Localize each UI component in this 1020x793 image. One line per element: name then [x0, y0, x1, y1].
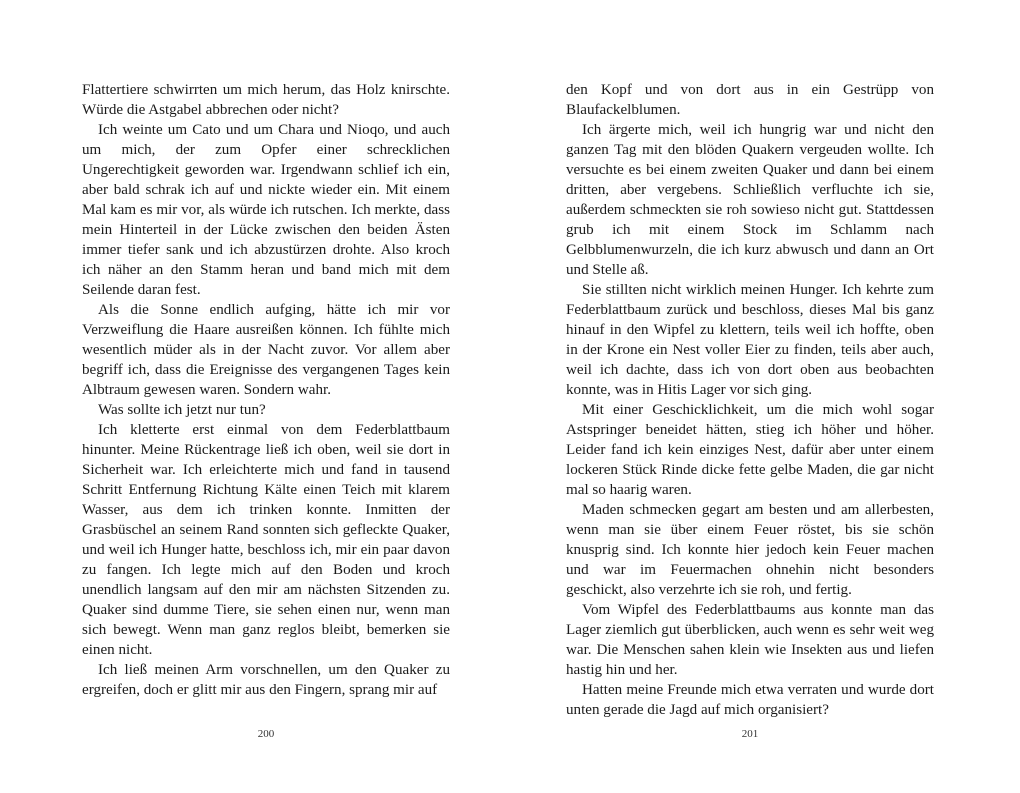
paragraph: Maden schmecken gegart am besten und am allerbesten, wenn man sie über einem Feuer röstet, bis sie schön knusprig sind. Ich konnte hier jedoch kein Feuer machen und war im Feuermachen ohnehin nicht besonders geschickt, also verzehrte ich sie roh, und fertig. — [566, 502, 934, 598]
paragraph: Was sollte ich jetzt nur tun? — [98, 402, 266, 418]
left-page-text — [82, 80, 450, 700]
paragraph: den Kopf und von dort aus in ein Gestrüpp von Blaufackelblumen. — [566, 82, 934, 118]
paragraph: Ich weinte um Cato und um Chara und Nioqo, und auch um mich, der zum Opfer einer schrecklichen Ungerechtigkeit geworden war. Irgendwann schlief ich ein, aber bald schrak ich auf und nickte wieder ein. Mit einem Mal kam es mir vor, als würde ich rutschen. Ich merkte, dass mein Hinterteil in der Lücke zwischen den beiden Ästen immer tiefer sank und ich abzustürzen drohte. Also kroch ich näher an den Stamm heran und band mich mit dem Seilende daran fest. — [82, 122, 450, 298]
paragraph: Ich ärgerte mich, weil ich hungrig war und nicht den ganzen Tag mit den blöden Quakern vergeuden wollte. Ich versuchte es bei einem zweiten Quaker und dann bei einem dritten, aber vergebens. Schließlich verfluchte ich sie, außerdem schmeckten sie roh sowieso nicht gut. Stattdessen grub ich mit einem Stock im Schlamm nach Gelbblumenwurzeln, die ich kurz abwusch und dann an Ort und Stelle aß. — [566, 122, 934, 278]
page-number: 201 — [741, 728, 759, 740]
page-number: 200 — [257, 728, 275, 740]
paragraph: Ich ließ meinen Arm vorschnellen, um den Quaker zu ergreifen, doch er glitt mir aus den Fingern, sprang mir auf — [82, 662, 450, 698]
paragraph: Mit einer Geschicklichkeit, um die mich wohl sogar Astspringer beneidet hätten, stieg ich höher und höher. Leider fand ich kein einziges Nest, dafür aber unter einem lockeren Stück Rinde dicke fette gelbe Maden, die gar nicht mal so haarig waren. — [566, 402, 934, 498]
paragraph: Sie stillten nicht wirklich meinen Hunger. Ich kehrte zum Federblattbaum zurück und beschloss, dieses Mal bis ganz hinauf in den Wipfel zu klettern, teils weil ich hoffte, oben in der Krone ein Nest voller Eier zu finden, teils aber auch, weil ich dachte, dass ich von dort oben aus beobachten konnte, was in Hitis Lager vor sich ging. — [566, 282, 934, 398]
paragraph: Als die Sonne endlich aufging, hätte ich mir vor Verzweiflung die Haare ausreißen können. Ich fühlte mich wesentlich müder als in der Nacht zuvor. Vor allem aber begriff ich, dass die Ereignisse des vergangenen Tages kein Albtraum gewesen waren. Sondern wahr. — [82, 302, 450, 398]
paragraph: Hatten meine Freunde mich etwa verraten und wurde dort unten gerade die Jagd auf mich organisiert? — [566, 682, 934, 718]
paragraph: Flattertiere schwirrten um mich herum, das Holz knirschte. Würde die Astgabel abbrechen oder nicht? — [82, 82, 450, 118]
right-page — [566, 0, 934, 793]
paragraph: Ich kletterte erst einmal von dem Federblattbaum hinunter. Meine Rückentrage ließ ich oben, weil sie dort in Sicherheit war. Ich erleichterte mich und fand in tausend Schritt Entfernung Richtung Kälte einen Teich mit klarem Wasser, aus dem ich trinken konnte. Inmitten der Grasbüschel an seinem Rand sonnten sich gefleckte Quaker, und weil ich Hunger hatte, beschloss ich, mir ein paar davon zu fangen. Ich legte mich auf den Boden und kroch unendlich langsam auf den mir am nächsten Sitzenden zu. Quaker sind dumme Tiere, sie sehen einen nur, wenn man sich bewegt. Wenn man ganz reglos bleibt, bemerken sie einen nicht. — [82, 422, 450, 658]
right-page-text — [566, 80, 934, 720]
left-page — [82, 0, 450, 793]
paragraph: Vom Wipfel des Federblattbaums aus konnte man das Lager ziemlich gut überblicken, auch wenn es sehr weit weg war. Die Menschen sahen klein wie Insekten aus und liefen hastig hin und her. — [566, 602, 934, 678]
